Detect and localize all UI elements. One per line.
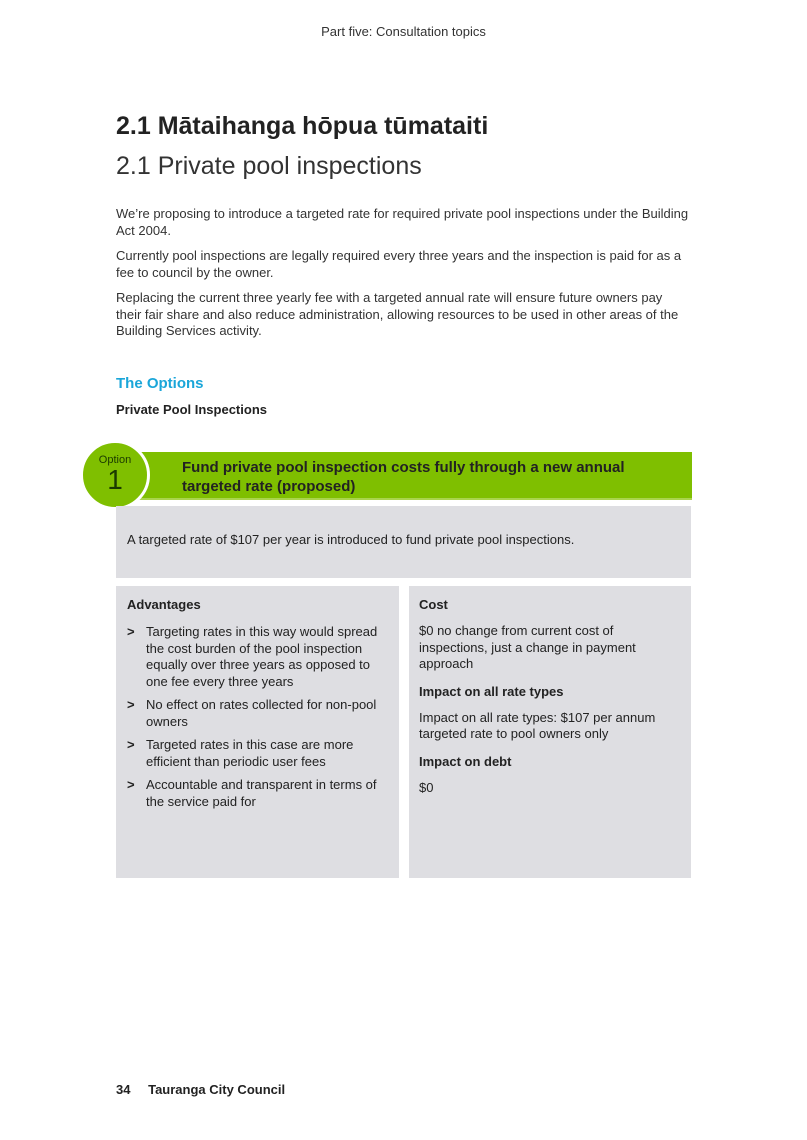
intro-paragraph: Currently pool inspections are legally required every three years and the inspection is paid for as a fee to council by the owner. bbox=[116, 248, 682, 280]
cost-heading: Cost bbox=[419, 597, 448, 612]
list-item bbox=[127, 624, 389, 690]
cost-panel bbox=[409, 586, 691, 878]
option-description-panel bbox=[116, 506, 691, 578]
cost-content bbox=[419, 597, 684, 807]
option-title-bar-divider bbox=[120, 498, 692, 500]
intro-section bbox=[116, 206, 691, 349]
page-footer bbox=[116, 1082, 285, 1097]
advantage-text: Accountable and transparent in terms of the service paid for bbox=[146, 777, 377, 809]
intro-paragraph: Replacing the current three yearly fee with a targeted annual rate will ensure future owners pay their fair share and also reduce administration, allowing resources to be used in other areas of the Building Services activity. bbox=[116, 290, 679, 338]
chevron-right-icon: > bbox=[127, 777, 135, 792]
advantages-panel bbox=[116, 586, 399, 878]
impact-rates-heading: Impact on all rate types bbox=[419, 683, 564, 699]
page-title-english: 2.1 Private pool inspections bbox=[116, 152, 422, 180]
option-title: Fund private pool inspection costs fully through a new annual targeted rate (proposed) bbox=[182, 459, 625, 495]
advantage-text: Targeted rates in this case are more efficient than periodic user fees bbox=[146, 737, 354, 769]
option-badge-number: 1 bbox=[107, 464, 123, 495]
page-number: 34 bbox=[116, 1082, 131, 1097]
advantage-text: Targeting rates in this way would spread the cost burden of the pool inspection equally over three years as opposed to one fee every three years bbox=[146, 624, 378, 689]
options-heading: The Options bbox=[116, 375, 204, 392]
list-item bbox=[127, 697, 389, 730]
advantages-heading: Advantages bbox=[127, 597, 201, 612]
options-subheading: Private Pool Inspections bbox=[116, 402, 267, 417]
intro-paragraph: We’re proposing to introduce a targeted rate for required private pool inspections under the Building Act 2004. bbox=[116, 206, 689, 238]
advantages-list bbox=[127, 624, 389, 817]
option-badge-label: Option bbox=[98, 454, 132, 466]
cost-text: $0 no change from current cost of inspections, just a change in payment approach bbox=[419, 623, 636, 671]
option-number-badge bbox=[80, 440, 150, 510]
organisation-name: Tauranga City Council bbox=[148, 1082, 286, 1097]
chevron-right-icon: > bbox=[127, 624, 135, 639]
chevron-right-icon: > bbox=[127, 737, 135, 752]
impact-debt-heading: Impact on debt bbox=[419, 753, 512, 769]
running-header: Part five: Consultation topics bbox=[321, 24, 486, 39]
chevron-right-icon: > bbox=[127, 697, 135, 712]
page-title-maori: 2.1 Mātaihanga hōpua tūmataiti bbox=[116, 112, 489, 140]
impact-rates-text: Impact on all rate types: $107 per annum targeted rate to pool owners only bbox=[419, 709, 656, 741]
list-item bbox=[127, 737, 389, 770]
impact-debt-text: $0 bbox=[419, 779, 434, 795]
option-description: A targeted rate of $107 per year is introduced to fund private pool inspections. bbox=[127, 532, 575, 547]
list-item bbox=[127, 777, 389, 810]
advantage-text: No effect on rates collected for non-pool owners bbox=[146, 697, 377, 729]
